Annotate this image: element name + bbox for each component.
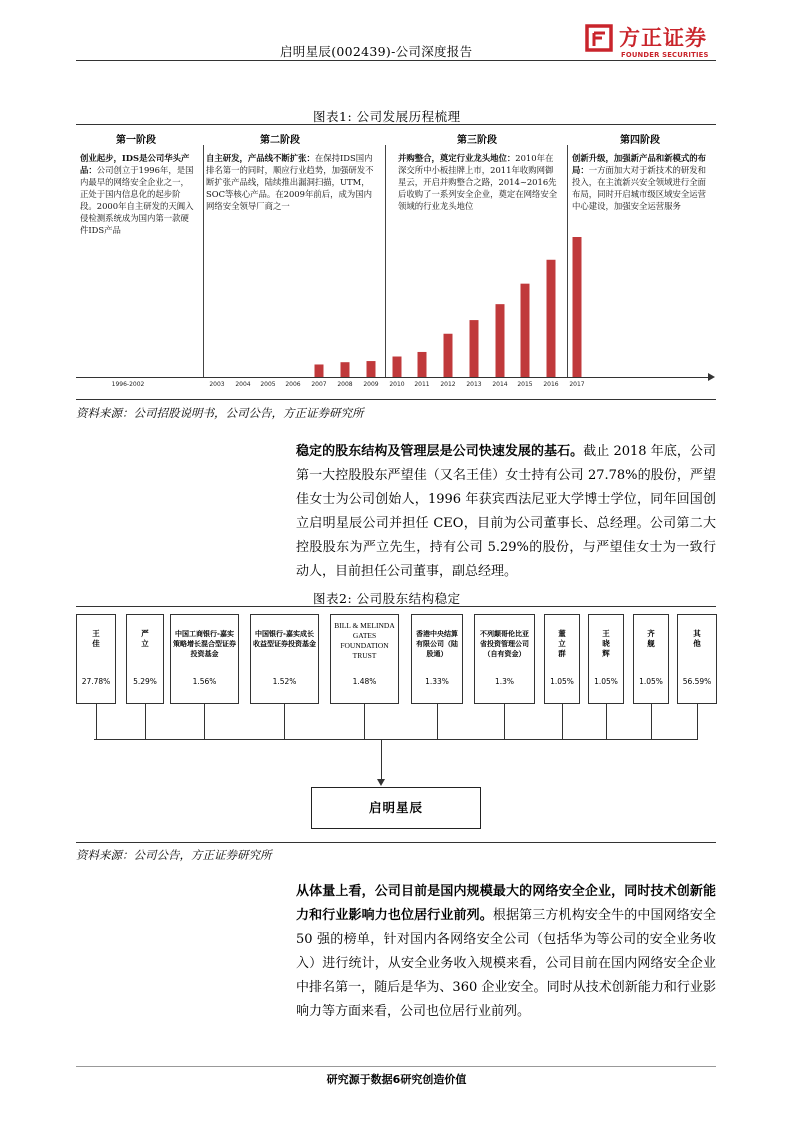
shareholder-connector bbox=[284, 704, 285, 739]
figure2-source: 资料来源：公司公告，方正证券研究所 bbox=[76, 848, 272, 862]
shareholder-percentage: 27.78% bbox=[81, 677, 111, 686]
timeline-bar-2011 bbox=[418, 352, 427, 377]
shareholder-box bbox=[633, 614, 669, 704]
shareholder-box bbox=[126, 614, 164, 704]
timeline-year-label: 2003 bbox=[209, 381, 225, 388]
stage1-lead: 创业起步，IDS是公司华头产品： bbox=[80, 153, 190, 175]
timeline-axis-arrow-icon bbox=[708, 373, 715, 381]
shareholder-percentage: 1.3% bbox=[494, 677, 515, 686]
timeline-year-label: 2013 bbox=[466, 381, 482, 388]
shareholder-percentage: 1.05% bbox=[550, 677, 574, 686]
timeline-year-label: 2009 bbox=[363, 381, 379, 388]
shareholder-box bbox=[411, 614, 463, 704]
stage1-title: 第一阶段 bbox=[116, 135, 156, 146]
shareholder-box bbox=[76, 614, 116, 704]
timeline-year-label: 2017 bbox=[569, 381, 585, 388]
shareholder-connector bbox=[651, 704, 652, 739]
timeline-bar-2012 bbox=[444, 334, 453, 377]
timeline-bar-2013 bbox=[470, 320, 479, 377]
timeline-bar-2008 bbox=[341, 362, 350, 377]
shareholder-name: 不列颠哥伦比亚省投资管理公司（自有资金） bbox=[480, 630, 529, 658]
timeline-bar-2010 bbox=[393, 357, 402, 377]
timeline-bar-2016 bbox=[547, 260, 556, 377]
shareholder-connector bbox=[204, 704, 205, 739]
logo-english-text: FOUNDER SECURITIES bbox=[621, 51, 709, 59]
shareholder-connector bbox=[697, 704, 698, 739]
timeline-bar-2017 bbox=[573, 237, 582, 377]
timeline-bar-chart bbox=[0, 0, 793, 400]
timeline-year-label: 2012 bbox=[440, 381, 456, 388]
stage3-text: 2010年在深交所中小板挂牌上市，2011年收购网御星云，开启并购整合之路，2014~2016先后收购了一系列安全企业，奠定在网络安全领域的行业龙头地位 bbox=[398, 153, 558, 211]
logo-chinese-text: 方正证券 bbox=[619, 26, 707, 50]
shareholder-box bbox=[474, 614, 535, 704]
timeline-axis bbox=[76, 377, 712, 378]
shareholder-name: 齐舰 bbox=[647, 629, 655, 648]
timeline-bar-2009 bbox=[367, 361, 376, 377]
figure1-title: 图表1: 公司发展历程梳理 bbox=[313, 109, 461, 124]
timeline-year-label: 2006 bbox=[285, 381, 301, 388]
timeline-year-label: 2007 bbox=[311, 381, 327, 388]
timeline-bar-2014 bbox=[496, 304, 505, 377]
timeline-year-label: 2011 bbox=[414, 381, 430, 388]
figure2-title: 图表2: 公司股东结构稳定 bbox=[313, 591, 461, 606]
shareholder-percentage: 5.29% bbox=[133, 677, 157, 686]
timeline-year-label: 2016 bbox=[543, 381, 559, 388]
shareholder-box bbox=[677, 614, 717, 704]
paragraph-market-position bbox=[296, 880, 716, 1024]
timeline-bar-2007 bbox=[315, 364, 324, 377]
shareholder-name: 王佳 bbox=[92, 629, 100, 648]
footer-slogan: 研究源于数据6研究创造价值 bbox=[326, 1073, 467, 1086]
timeline-year-label: 2004 bbox=[235, 381, 251, 388]
company-node: 启明星辰 bbox=[311, 787, 481, 829]
shareholder-connector bbox=[145, 704, 146, 739]
shareholder-connector bbox=[606, 704, 607, 739]
figure1-source: 资料来源：公司招股说明书，公司公告，方正证券研究所 bbox=[76, 406, 364, 420]
shareholder-percentage: 1.48% bbox=[352, 677, 377, 686]
paragraph1-text: 截止 2018 年底，公司第一大控股股东严望佳（又名王佳）女士持有公司 27.78%的股份，严望佳女士为公司创始人，1996 年获宾西法尼亚大学博士学位，同年回国创立启明星辰公司并担任 CEO，目前为公司董事长、总经理。公司第二大控股股东为严立先生，持有公司 5.29%的股份，与严望佳女士为一致行动人，目前担任公司董事，副总经理。 bbox=[296, 444, 716, 579]
shareholder-connector bbox=[96, 704, 97, 739]
shareholder-box bbox=[250, 614, 319, 704]
shareholder-name: BILL & MELINDA GATES FOUNDATION TRUST bbox=[334, 621, 395, 660]
shareholder-percentage: 1.52% bbox=[272, 677, 297, 686]
footer-divider bbox=[76, 1066, 716, 1067]
shareholder-connector bbox=[562, 704, 563, 739]
stage2-lead: 自主研发，产品线不断扩张： bbox=[206, 153, 315, 163]
timeline-year-label: 2010 bbox=[389, 381, 405, 388]
stage4-title: 第四阶段 bbox=[620, 135, 660, 146]
shareholder-box bbox=[544, 614, 580, 704]
shareholder-name: 董立群 bbox=[558, 629, 566, 658]
timeline-year-label: 2008 bbox=[337, 381, 353, 388]
paragraph-shareholder-structure bbox=[296, 440, 716, 584]
stage4-text: 一方面加大对于新技术的研发和投入，在主流新兴安全领域进行全面布局，同时开启城市级区域安全运营中心建设，加强安全运营服务 bbox=[572, 165, 706, 211]
shareholder-name: 中国银行-嘉实成长收益型证券投资基金 bbox=[253, 630, 316, 648]
stage1-text: 公司创立于1996年，是国内最早的网络安全企业之一，正处于国内信息化的起步阶段。2000年自主研发的天阗入侵检测系统成为国内第一款硬件IDS产品 bbox=[80, 165, 194, 235]
stage3-title: 第三阶段 bbox=[457, 135, 497, 146]
shareholder-connector bbox=[364, 704, 365, 739]
paragraph2-text: 根据第三方机构安全牛的中国网络安全 50 强的榜单，针对国内各网络安全公司（包括华为等公司的安全业务收入）进行统计，从安全业务收入规模来看，公司目前在国内网络安全企业中排名第一，随后是华为、360 企业安全。同时从技术创新能力和行业影响力等方面来看，公司也位居行业前列。 bbox=[296, 908, 716, 1019]
shareholder-percentage: 56.59% bbox=[682, 677, 712, 686]
figure2-bottom-rule bbox=[76, 842, 716, 843]
holders-connector-stem bbox=[381, 739, 382, 781]
shareholder-name: 严立 bbox=[141, 629, 149, 648]
shareholder-box bbox=[170, 614, 239, 704]
report-header-title: 启明星辰(002439)-公司深度报告 bbox=[280, 44, 473, 59]
shareholder-connector bbox=[437, 704, 438, 739]
shareholder-box bbox=[330, 614, 399, 704]
shareholder-connector bbox=[504, 704, 505, 739]
shareholder-name: 其他 bbox=[693, 629, 701, 648]
shareholder-name: 王晓辉 bbox=[602, 629, 610, 658]
timeline-year-label: 2015 bbox=[517, 381, 533, 388]
timeline-year-label: 2014 bbox=[492, 381, 508, 388]
paragraph1-lead: 稳定的股东结构及管理层是公司快速发展的基石。 bbox=[296, 444, 584, 459]
shareholder-percentage: 1.33% bbox=[425, 677, 449, 686]
shareholder-percentage: 1.56% bbox=[192, 677, 217, 686]
stage3-lead: 并购整合，奠定行业龙头地位： bbox=[398, 153, 516, 163]
shareholder-box bbox=[588, 614, 624, 704]
stage2-title: 第二阶段 bbox=[260, 135, 300, 146]
holders-connector-bus bbox=[94, 739, 698, 740]
timeline-bar-2015 bbox=[521, 284, 530, 377]
connector-arrow-icon bbox=[377, 779, 385, 786]
shareholder-percentage: 1.05% bbox=[594, 677, 618, 686]
paragraph2-lead: 从体量上看，公司目前是国内规模最大的网络安全企业，同时技术创新能力和行业影响力也位居行业前列。 bbox=[296, 884, 716, 923]
shareholder-percentage: 1.05% bbox=[639, 677, 663, 686]
timeline-year-label: 2005 bbox=[260, 381, 276, 388]
stage4-lead: 创新升级，加强新产品和新模式的布局： bbox=[572, 153, 706, 175]
stage2-text: 在保持IDS国内排名第一的同时，顺应行业趋势，加强研发不断扩张产品线，陆续推出漏洞扫描，UTM，SOC等核心产品。在2009年前后，成为国内网络安全领导厂商之一 bbox=[206, 153, 374, 211]
shareholder-name: 中国工商银行-嘉实策略增长混合型证券投资基金 bbox=[173, 630, 236, 658]
figure1-bottom-rule bbox=[76, 399, 716, 400]
figure2-top-rule bbox=[76, 606, 716, 607]
timeline-year-label: 1996-2002 bbox=[111, 381, 145, 388]
shareholder-name: 香港中央结算有限公司（陆股通） bbox=[416, 630, 458, 658]
